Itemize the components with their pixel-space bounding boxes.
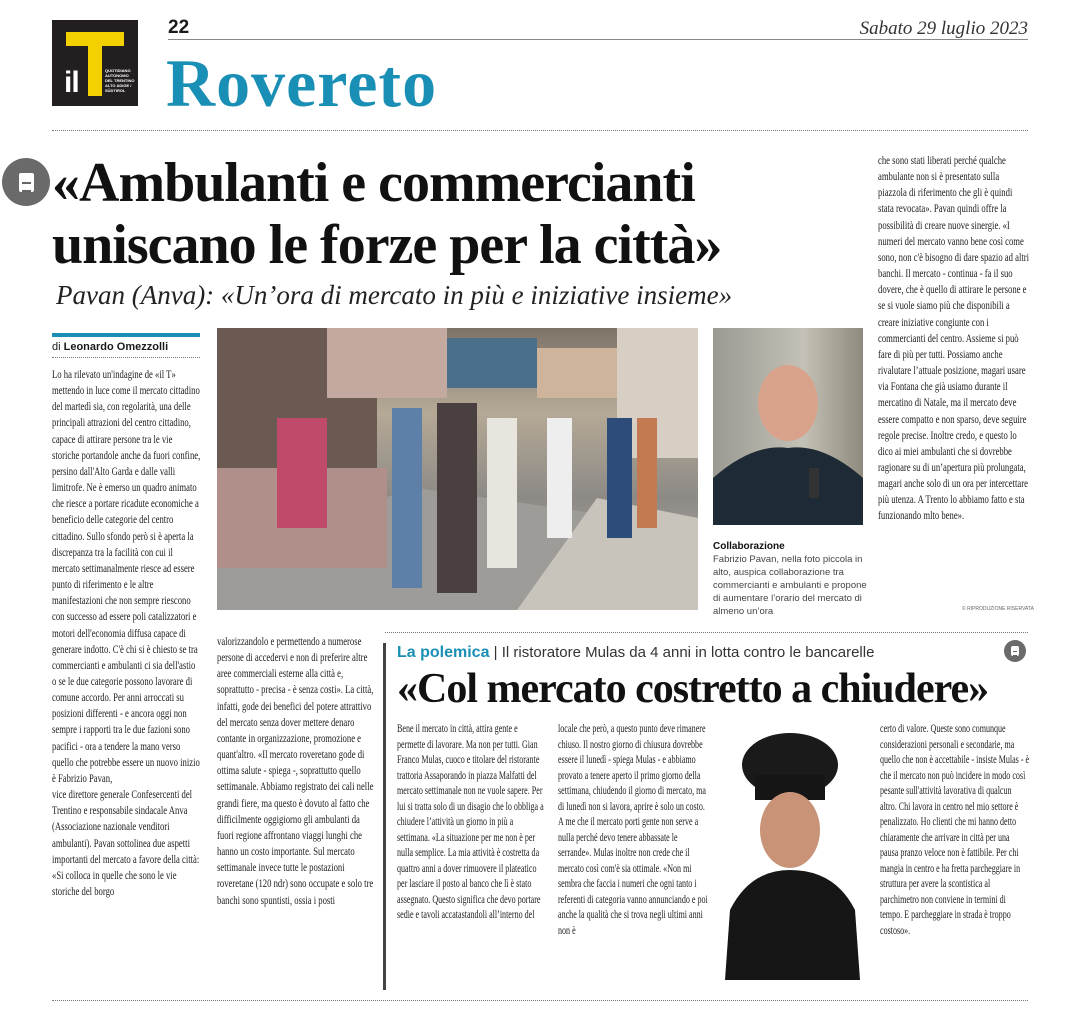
paragraph: che sono stati liberati perché qualche ambulante non si è presentato sulla piazzola di riferimento che gli è quindi stata revocata». Pavan quindi offre la possibilità di creare nuove sinergie. «I numeri del mercato vanno bene così come sono, non c'è bisogno di dare spazio ad altri banchi. Il mercato - continua - fa il suo dovere, che è quello di attirare le persone e se si vuole siamo più che disponibili a creare iniziative congiunte con i commercianti del centro. Assieme si può fare di più per tutti. Possiamo anche rivalutare l’attuale posizione, magari usare via Fontana che già usiamo durante il mercatino di Natale, ma il mercato deve essere compatto e non sparso, deve seguire regole precise. Inoltre credo, e questo lo dico ai miei ambulanti che si dovrebbe ragionare su di un’apertura più prolungata, magari anche solo di un ora per intercettare più utenza. A Trento lo abbiamo fatto e sta funzionando mlto bene». xyxy=(878,153,1030,523)
subheadline: Pavan (Anva): «Un’ora di mercato in più e iniziative insieme» xyxy=(56,280,733,310)
paragraph: valorizzandolo e permettendo a numerose persone di accedervi e non di preferire altre aree commerciali esterne alla città e, soprattutto - precisa - è senza costi». La città, infatti, gode dei benefici del potere attrattivo del mercato senza dover mettere denaro contante in organizzazione, promozione e quant'altro. «Il mercato roveretano gode di ottima salute - spiega -, soprattutto quello settimanale. Abbiamo registrato dei cali nelle grandi fiere, ma questo è dovuto al fatto che difficilmente oggigiorno gli ambulanti da fuori regione affrontano viaggi lunghi che hanno un costo importante. Sul mercato settimanale invece tutte le postazioni roveretane (120 ndr) sono occupate e solo tre banchi sono spuntisti, ossia i posti xyxy=(217,634,374,907)
article2-column-1 xyxy=(397,722,547,924)
logo-letters: il xyxy=(64,66,79,99)
section-title: Rovereto xyxy=(166,45,438,121)
byline xyxy=(52,341,168,353)
article2-kicker xyxy=(397,644,874,662)
article1-column-1 xyxy=(52,366,202,899)
caption-text: Fabrizio Pavan, nella foto piccola in alto, auspica collaborazione tra commercianti e ambulanti e propone di aumentare l’orario del mercato di almeno un’ora xyxy=(713,554,867,617)
portrait-photo-pavan xyxy=(713,328,863,525)
article2-headline: «Col mercato costretto a chiudere» xyxy=(397,666,989,712)
byline-prefix: di xyxy=(52,341,61,353)
divider xyxy=(385,632,1028,633)
divider xyxy=(52,357,200,358)
document-icon[interactable] xyxy=(1004,640,1026,662)
copyright-notice: © RIPRODUZIONE RISERVATA xyxy=(962,606,1034,612)
market-scene xyxy=(217,328,698,610)
page-number: 22 xyxy=(168,17,190,38)
newspaper-logo xyxy=(52,20,138,106)
issue-date: Sabato 29 luglio 2023 xyxy=(859,18,1028,39)
kicker-text: Il ristoratore Mulas da 4 anni in lotta contro le bancarelle xyxy=(501,644,875,661)
paragraph: vice direttore generale Confesercenti del Trentino e responsabile sindacale Anva (Associazione nazionale venditori ambulanti). Pavan sottolinea due aspetti importanti del mercato a favore della città: «Si colloca in quelle che sono le vie storiche del borgo xyxy=(52,787,200,898)
article1-column-2 xyxy=(217,633,375,908)
portrait-scene xyxy=(713,328,863,525)
chef-figure xyxy=(720,720,866,980)
byline-bar xyxy=(52,333,200,337)
chef-photo xyxy=(720,720,866,980)
article1-column-3 xyxy=(878,152,1030,524)
article2-column-2 xyxy=(558,722,708,939)
paragraph: locale che però, a questo punto deve rimanere chiuso. Il nostro giorno di chiusura dovrebbe essere il lunedì - spiega Mulas - e abbiamo provato a tenere aperto il primo giorno della settimana, chiudendo il giorno di mercato, ma di lunedì non si lavora, aprire è solo un costo. A me che il mercato porti gente non serve a nulla perché devo tenere abbassate le serrande». Mulas inoltre non crede che il mercato così com'è sia ottimale. «Non mi sembra che faccia i numeri che ogni tanto i referenti di categoria vanno annunciando e poi anche la qualità che si trova negli ultimi anni non è xyxy=(558,723,708,937)
kicker-separator: | xyxy=(493,644,498,661)
logo-tagline: QUOTIDIANO AUTONOMO DEL TRENTINO ALTO ADIGE / SÜDTIROL xyxy=(105,68,135,93)
document-icon[interactable] xyxy=(2,158,50,206)
paragraph: certo di valore. Queste sono comunque considerazioni personali e secondarie, ma quello che non è accettabile - insiste Mulas - è che il mercato non può incidere in modo così pesante sull'attività lavorativa di qualcun altro. Chi lavora in centro nel mio settore è penalizzato. Ho clienti che mi hanno detto chiaramente che arrivare in città per una pausa pranzo veloce non è fattibile. Per chi mangia in centro e ha fretta parcheggiare in struttura per avere la scontistica al parchimetro non conviene in termini di tempo. E parcheggiare in strada è troppo costoso». xyxy=(880,723,1030,937)
photo-caption xyxy=(713,540,873,618)
article2-column-3 xyxy=(880,722,1030,939)
header-rule xyxy=(168,39,1028,40)
byline-author: Leonardo Omezzolli xyxy=(63,341,169,353)
main-headline: «Ambulanti e commercianti uniscano le forze per la città» xyxy=(52,152,722,276)
caption-title: Collaborazione xyxy=(713,541,785,552)
paragraph: Lo ha rilevato un'indagine de «il T» mettendo in luce come il mercato cittadino del martedì sia, con regolarità, una delle principali attrazioni del centro cittadino, capace di attirare persone tra le vie storiche portandole anche da fuori confine, persino dall'Alto Garda e dalle valli limitrofe. Ne è emerso un quadro animato che riesce a portare ricadute economiche a beneficio delle categorie del centro cittadino. Sullo sfondo però si è aperta la discrepanza tra la facilità con cui il mercato settimanalmente riesce ad essere punto di riferimento e le altre manifestazioni che non sempre riescono con successo ad essere poli catalizzatori e motori dell'economia diffusa capace di generare indotto. C'è chi si è chiesto se tra commercianti e ambulanti ci sia dell'astio o se le due categorie possono lavorare di comune accordo. Per anni arroccati su posizioni differenti - e ancora oggi non sempre i rapporti tra le due fazioni sono pacifici - ora a tendere la mano verso quello che potrebbe essere un nuovo inizio è Fabrizio Pavan, xyxy=(52,367,201,785)
divider xyxy=(52,1000,1028,1001)
kicker-label: La polemica xyxy=(397,644,490,661)
market-photo xyxy=(217,328,698,610)
divider xyxy=(52,130,1028,131)
paragraph: Bene il mercato in città, attira gente e permette di lavorare. Ma non per tutti. Gian Franco Mulas, cuoco e titolare del ristorante trattoria Assaporando in piazza Malfatti del mercato settimanale non ne vuole sapere. Per lui si tratta solo di un disagio che lo obbliga a chiudere l’attività un giorno in più a settimana. «La situazione per me non è per nulla semplice. La mia attività è costretta da quattro anni a dover rimuovere il plateatico per lasciare il posto al banco che lì è stato assegnato. Questo significa che devo portare sedie e tavoli accatastandoli all’interno del xyxy=(397,723,544,921)
article2-sidebar-rule xyxy=(383,643,386,990)
